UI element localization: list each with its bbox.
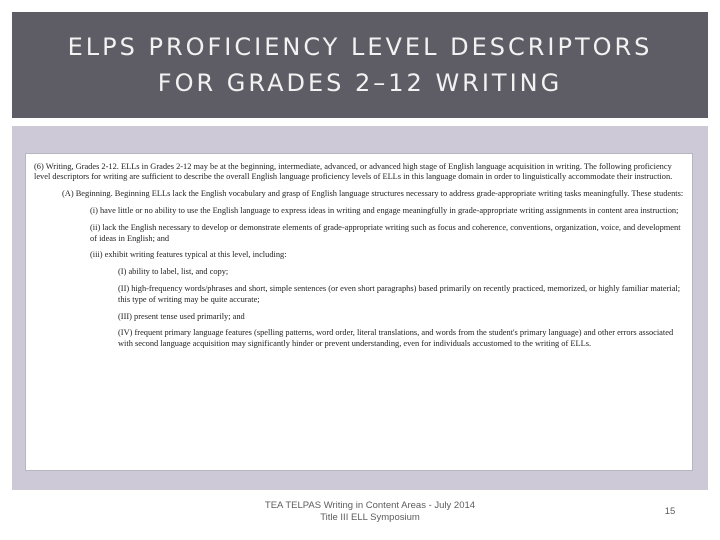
- doc-level-a: (A) Beginning. Beginning ELLs lack the English vocabulary and grasp of English language structures necessary to address grade-appropriate writing tasks meaningfully. These students:: [62, 189, 684, 199]
- page-number: 15: [664, 506, 676, 517]
- slide-title-line-1: ELPS PROFICIENCY LEVEL DESCRIPTORS: [67, 33, 653, 61]
- doc-sub-II: (II) high-frequency words/phrases and short, simple sentences (or even short paragraphs) based primarily on recently practiced, memorized, or highly familiar material; this type of writing may be quite accurate;: [118, 284, 681, 304]
- footer-line-1: TEA TELPAS Writing in Content Areas - July 2014: [264, 500, 476, 511]
- slide-title-bar: [12, 12, 708, 118]
- slide-title-line-2: FOR GRADES 2–12 WRITING: [157, 69, 563, 97]
- document-excerpt: [25, 153, 693, 471]
- doc-sub-IV: (IV) frequent primary language features (spelling patterns, word order, literal translations, and words from the student's primary language) and other errors associated with second language acquisition may significantly hinder or prevent understanding, even for individuals accustomed to the writing of ELLs.: [118, 328, 674, 348]
- doc-item-ii: (ii) lack the English necessary to develop or demonstrate elements of grade-appropriate writing such as focus and coherence, conventions, organization, voice, and development of ideas in English; and: [90, 223, 681, 243]
- doc-item-i: (i) have little or no ability to use the English language to express ideas in writing and engage meaningfully in grade-appropriate writing assignments in content area instruction;: [90, 206, 679, 216]
- doc-item-iii: (iii) exhibit writing features typical at this level, including:: [90, 250, 287, 260]
- footer-line-2: Title III ELL Symposium: [320, 512, 420, 523]
- slide-footer: [200, 500, 540, 524]
- doc-sub-I: (I) ability to label, list, and copy;: [118, 267, 229, 277]
- doc-sub-III: (III) present tense used primarily; and: [118, 311, 245, 321]
- doc-intro-paragraph: (6) Writing, Grades 2-12. ELLs in Grades 2-12 may be at the beginning, intermediate, advanced, or advanced high stage of English language acquisition in writing. The following proficiency level descriptors for writing are sufficient to describe the overall English language proficiency levels of ELLs in this language domain in order to linguistically accommodate their instruction.: [34, 162, 673, 182]
